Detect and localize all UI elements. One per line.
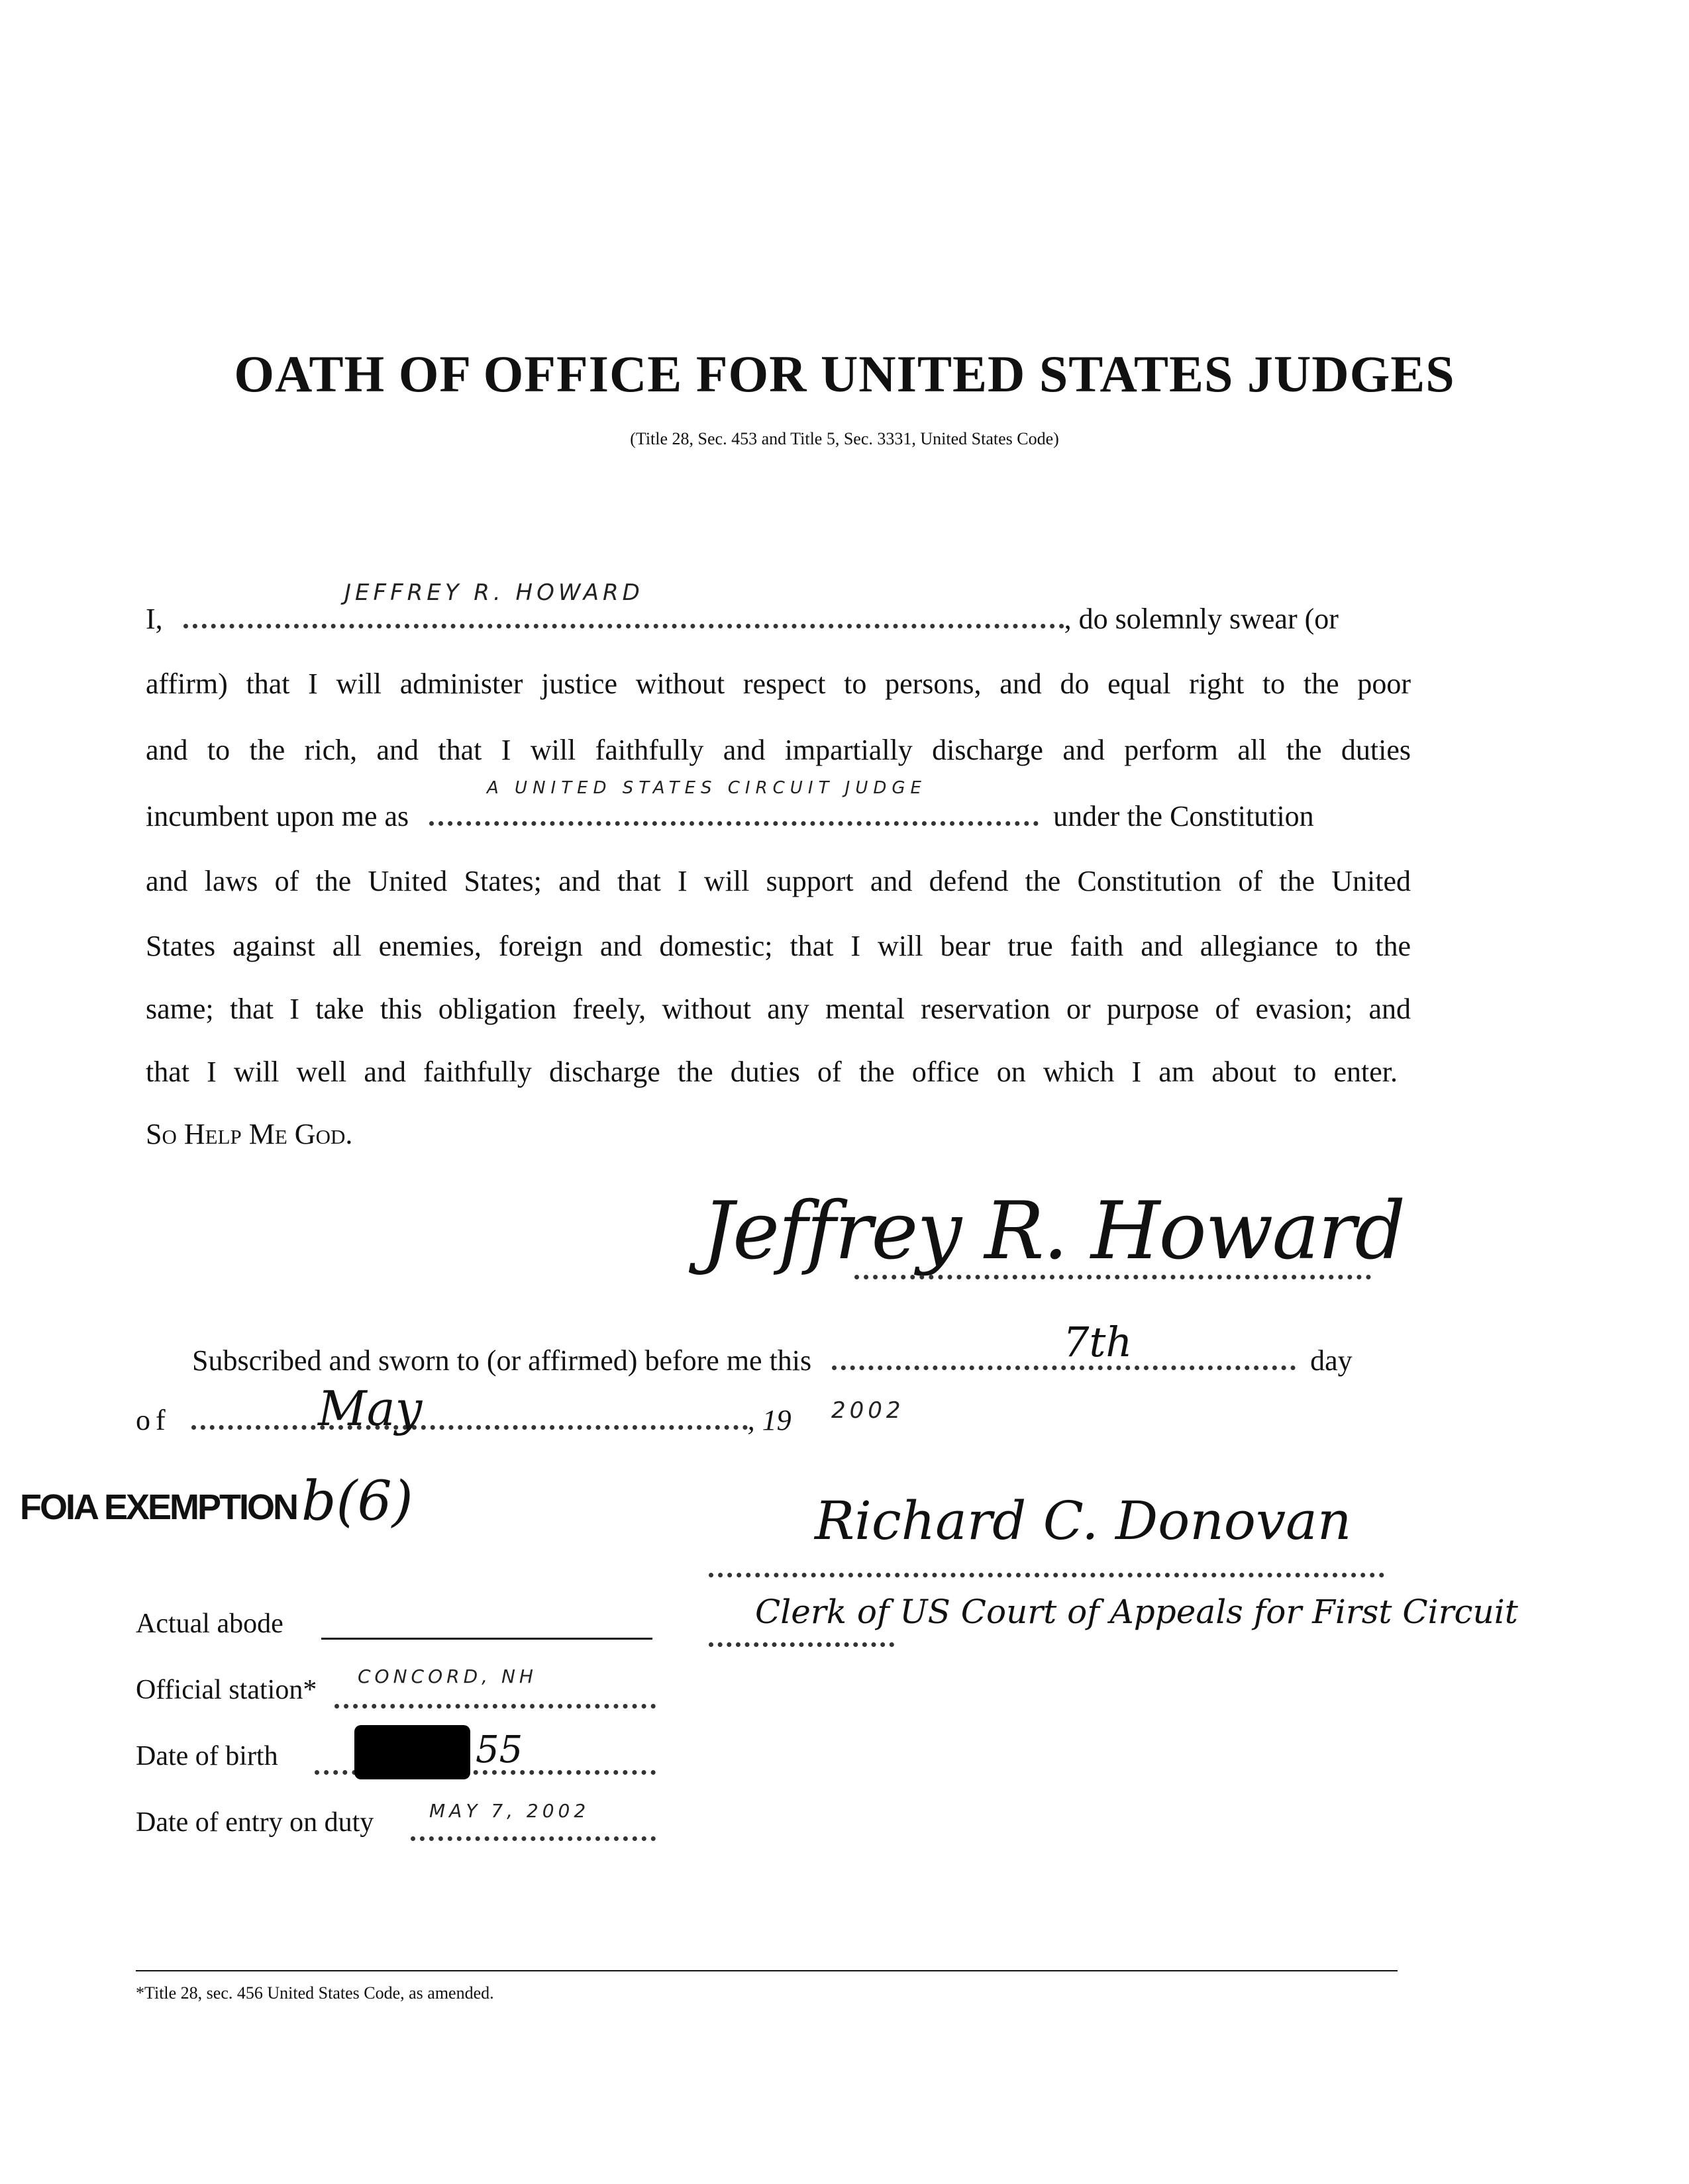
oath-line1-end: , do solemnly swear (or [1064, 603, 1339, 635]
date-of-birth-redaction [354, 1725, 470, 1779]
of-label: of [136, 1404, 171, 1436]
sworn-day-label: day [1310, 1344, 1353, 1377]
footnote: *Title 28, sec. 456 United States Code, as amended. [136, 1983, 494, 2003]
oath-line-4 [146, 790, 1411, 843]
year-value: 2002 [831, 1397, 905, 1424]
month-dotted-line [191, 1425, 748, 1430]
date-of-birth-label: Date of birth [136, 1741, 278, 1771]
footnote-rule [136, 1970, 1398, 1971]
sworn-day-dotted-line [832, 1365, 1296, 1370]
sworn-text: Subscribed and sworn to (or affirmed) before me this [192, 1344, 812, 1377]
oath-i: I, [146, 603, 163, 635]
document-title: OATH OF OFFICE FOR UNITED STATES JUDGES [234, 345, 1455, 403]
oath-line4-end: under the Constitution [1053, 800, 1314, 832]
oath-line-2: affirm) that I will administer justice without respect to persons, and do equal right to the poor [146, 668, 1411, 700]
judge-signature: Jeffrey R. Howard [702, 1185, 1405, 1277]
clerk-title: Clerk of US Court of Appeals for First Circuit [755, 1593, 1518, 1631]
sworn-day-value: 7th [1063, 1318, 1133, 1366]
date-of-entry-label: Date of entry on duty [136, 1807, 374, 1838]
sworn-line [192, 1334, 1404, 1387]
judge-signature-dotted-line [854, 1275, 1371, 1279]
official-station-label: Official station* [136, 1675, 317, 1705]
office-handwritten: A UNITED STATES CIRCUIT JUDGE [487, 778, 927, 798]
official-station-dotted-line [334, 1704, 656, 1709]
date-of-entry-value: MAY 7, 2002 [429, 1800, 590, 1822]
oath-line-1 [146, 593, 1411, 646]
date-of-entry-dotted-line [411, 1836, 656, 1841]
clerk-signature: Richard C. Donovan [815, 1490, 1352, 1552]
foia-exemption-value: b(6) [301, 1470, 413, 1533]
name-dotted-line [183, 624, 1064, 628]
oath-line-9: So Help Me God. [146, 1118, 353, 1150]
judge-name-handwritten: JEFFREY R. HOWARD [344, 579, 644, 606]
oath-line4-start: incumbent upon me as [146, 800, 409, 832]
oath-line-8: that I will well and faithfully discharge the duties of the office on which I am about to enter. [146, 1056, 1398, 1088]
clerk-signature-dotted-line [709, 1573, 1384, 1577]
actual-abode-label: Actual abode [136, 1609, 283, 1639]
office-dotted-line [429, 821, 1039, 826]
oath-line-7: same; that I take this obligation freely, without any mental reservation or purpose of evasion; and [146, 993, 1411, 1025]
oath-line-5: and laws of the United States; and that I will support and defend the Constitution of the United [146, 865, 1411, 897]
document-subtitle: (Title 28, Sec. 453 and Title 5, Sec. 3331, United States Code) [630, 429, 1059, 448]
date-of-birth-value: 55 [476, 1728, 523, 1771]
year-prefix: , 19 [747, 1404, 792, 1436]
foia-exemption-label: FOIA EXEMPTION [20, 1487, 297, 1527]
actual-abode-line [321, 1638, 652, 1640]
month-value: May [318, 1381, 423, 1436]
official-station-value: CONCORD, NH [358, 1665, 537, 1687]
oath-line-3: and to the rich, and that I will faithfully and impartially discharge and perform all the duties [146, 734, 1411, 766]
oath-line-6: States against all enemies, foreign and domestic; that I will bear true faith and allegiance to the [146, 930, 1411, 962]
clerk-title-dotted-line [709, 1642, 894, 1647]
